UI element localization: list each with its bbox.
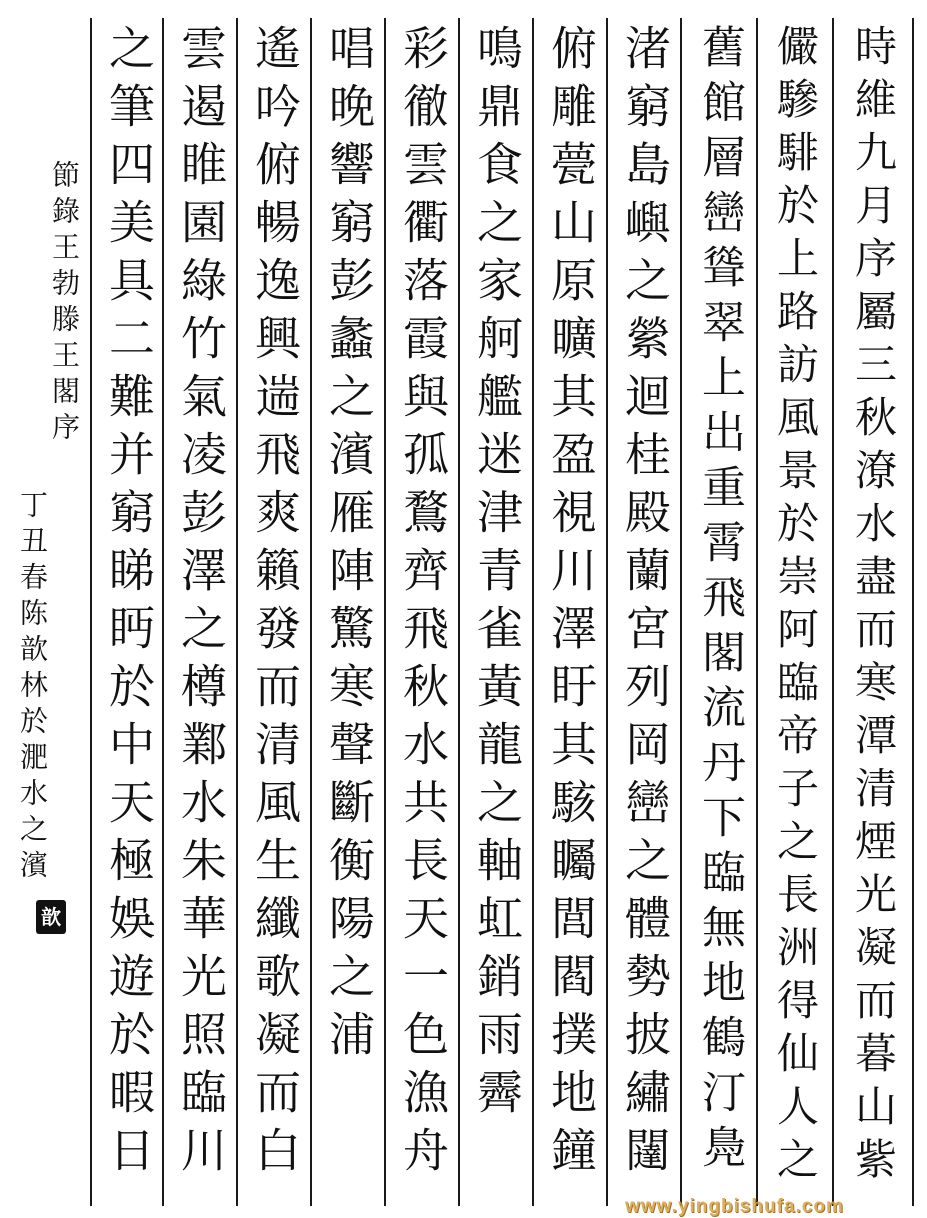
column-rule — [912, 18, 914, 1206]
column-text: 遙吟俯暢逸興遄飛爽籟發而清風生纖歌凝而白 — [248, 24, 302, 1184]
column-text: 鳴鼎食之家舸艦迷津青雀黃龍之軸虹銷雨霽 — [470, 24, 524, 1126]
text-column-1 — [836, 18, 910, 1206]
colophon-title: 節錄王勃滕王閣序 — [48, 160, 81, 448]
colophon-credit: 丁丑春陈歆林於淝水之濱 — [16, 490, 49, 886]
text-column-9 — [238, 18, 312, 1206]
column-text: 雲遏睢園綠竹氣凌彭澤之樽鄴水朱華光照臨川 — [174, 24, 228, 1184]
text-column-4 — [608, 18, 682, 1206]
text-column-3 — [682, 18, 756, 1206]
column-text: 彩徹雲衢落霞與孤鶩齊飛秋水共長天一色漁舟 — [396, 24, 450, 1184]
column-text: 儼驂騑於上路訪風景於崇阿臨帝子之長洲得仙人之 — [771, 24, 820, 1190]
text-column-5 — [534, 18, 608, 1206]
column-text: 唱晚響窮彭蠡之濱雁陣驚寒聲斷衡陽之浦 — [322, 24, 376, 1068]
seal-text: 歆 — [41, 905, 61, 929]
column-text: 渚窮島嶼之縈迴桂殿蘭宮列岡巒之體勢披繡闥 — [618, 24, 672, 1184]
text-column-2 — [758, 18, 832, 1206]
text-column-8 — [312, 18, 386, 1206]
column-text: 俯雕甍山原曠其盈視川澤盱其駭矚閭閻撲地鐘 — [544, 24, 598, 1184]
seal-stamp — [36, 900, 66, 934]
column-text: 時維九月序屬三秋潦水盡而寒潭清煙光凝而暮山紫 — [849, 24, 898, 1190]
text-column-11 — [92, 18, 166, 1206]
column-text: 舊館層巒聳翠上出重霄飛閣流丹下臨無地鶴汀鳧 — [694, 24, 745, 1179]
site-watermark: www.yingbishufa.com — [625, 1196, 844, 1217]
colophon — [16, 160, 81, 920]
text-column-10 — [164, 18, 238, 1206]
column-text: 之筆四美具二難并窮睇眄於中天極娛遊於暇日 — [102, 24, 156, 1184]
column-rule — [832, 18, 834, 1206]
text-column-7 — [386, 18, 460, 1206]
text-column-6 — [460, 18, 534, 1206]
